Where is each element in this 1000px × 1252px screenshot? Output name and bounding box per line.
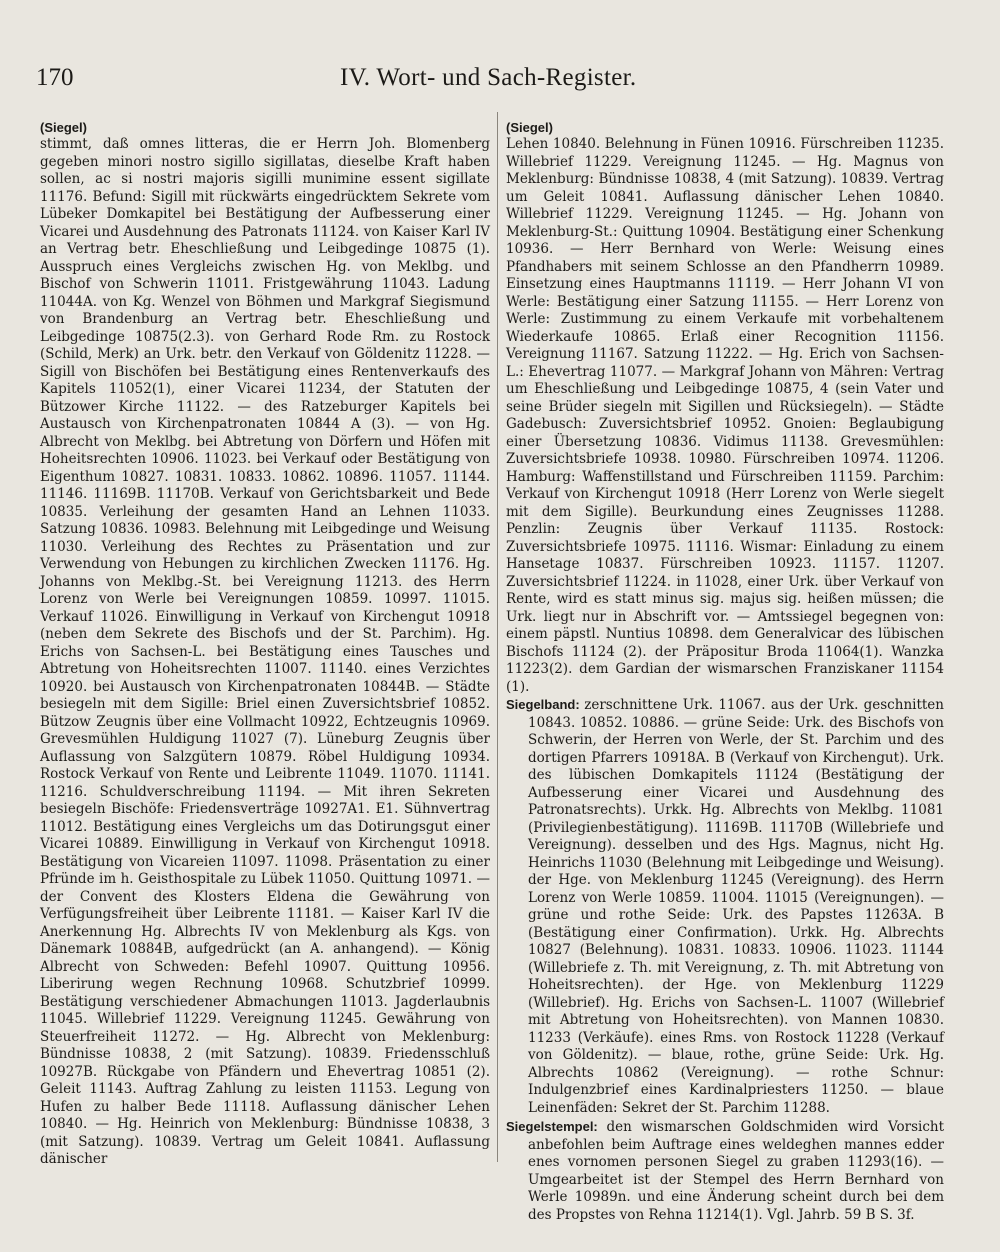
index-entry-siegelstempel <box>506 1118 944 1224</box>
entry-text: Lehen 10840. Belehnung in Fünen 10916. Fürschreiben 11235. Willebrief 11229. Vereignung 11245. — Hg. Magnus von Meklenburg: Bündnisse 10838, 4 (mit Satzung). 10839. Vertrag um Geleit 10841. Auflassung dänischer Lehen 10840. Willebrief 11229. Vereignung 11245. — Hg. Johann von Meklenburg-St.: Quittung 10904. Bestätigung einer Schenkung 10936. — Herr Bernhard von Werle: Weisung eines Pfandhabers mit seinem Schlosse an den Pfandherrn 10989. Einsetzung eines Hauptmanns 11119. — Herr Johann VI von Werle: Bestätigung einer Satzung 11155. — Herr Lorenz von Werle: Zustimmung zu einem Verkaufe mit vorbehaltenem Wiederkaufe 10865. Erlaß einer Recognition 11156. Vereignung 11167. Satzung 11222. — Hg. Erich von Sachsen-L.: Ehevertrag 11077. — Markgraf Johann von Mähren: Vertrag um Eheschließung und Leibgedinge 10875, 4 (sein Vater und seine Brüder siegeln mit Sigillen und Rücksiegeln). — Städte Gadebusch: Zuversichtsbrief 10952. Gnoien: Beglaubigung einer Übersetzung 10836. Vidimus 11138. Grevesmühlen: Zuversichtsbriefe 10938. 10980. Fürschreiben 10974. 11206. Hamburg: Waffenstillstand und Fürschreiben 11159. Parchim: Verkauf von Kirchengut 10918 (Herr Lorenz von Werle siegelt mit dem Sigille). Beurkundung eines Zeugnisses 11288. Penzlin: Zeugnis über Verkauf 11135. Rostock: Zuversichtsbriefe 10975. 11116. Wismar: Einladung zu einem Hansetage 10837. Fürschreiben 10923. 11157. 11207. Zuversichtsbrief 11224. in 11028, einer Urk. über Verkauf von Rente, wird es statt minus sig. majus sig. heißen müssen; die Urk. liegt nur in Abschrift vor. — Amtssiegel begegnen von: einem päpstl. Nuntius 10898. dem Generalvicar des lübischen Bischofs 11124 (2). der Präpositur Broda 11064(1). Wanzka 11223(2). dem Gardian der wismarschen Franziskaner 11154 (1). <box>506 136 944 695</box>
entry-text: stimmt, daß omnes litteras, die er Herrn Joh. Blomenberg gegeben minori nostro sigillo sigillatas, dieselbe Kraft haben sollen, ac si nostri majoris sigilli munimine essent sigillate 11176. Befund: Sigill mit rückwärts eingedrücktem Sekrete vom Lübeker Domkapitel bei Bestätigung der Aufbesserung einer Vicarei und Ausdehnung des Patronats 11124. von Kaiser Karl IV an Vertrag betr. Eheschließung und Leibgedinge 10875 (1). Ausspruch eines Vergleichs zwischen Hg. von Meklbg. und Bischof von Schwerin 11011. Fristgewährung 11043. Ladung 11044A. von Kg. Wenzel von Böhmen und Markgraf Siegismund von Brandenburg an Vertrag betr. Eheschließung und Leibgedinge 10875(2.3). von Gerhard Rode Rm. zu Rostock (Schild, Merk) an Urk. betr. den Verkauf von Göldenitz 11228. — Sigill von Bischöfen bei Bestätigung eines Rentenverkaufs des Kapitels 11052(1), einer Vicarei 11234, der Statuten der Bützower Kirche 11122. — des Ratzeburger Kapitels bei Austausch von Kirchenpatronaten 10844 A (3). — von Hg. Albrecht von Meklbg. bei Abtretung von Dörfern und Höfen mit Hoheitsrechten 10906. 11023. bei Verkauf oder Bestätigung von Eigenthum 10827. 10831. 10833. 10862. 10896. 11057. 11144. 11146. 11169B. 11170B. Verkauf von Gerichtsbarkeit und Bede 10835. Verleihung der gesamten Hand an Lehnen 11033. Satzung 10836. 10983. Belehnung mit Leibgedinge und Weisung 11030. Verleihung des Rechtes zu Präsentation und zur Verwendung von Hebungen zu kirchlichen Zwecken 11176. Hg. Johanns von Meklbg.-St. bei Vereignung 11213. des Herrn Lorenz von Werle bei Vereignungen 10859. 10997. 11015. Verkauf 11026. Einwilligung in Verkauf von Kirchengut 10918 (neben dem Sekrete des Bischofs und der St. Parchim). Hg. Erichs von Sachsen-L. bei Bestätigung eines Tausches und Abtretung von Hoheitsrechten 11007. 11140. eines Verzichtes 10920. bei Austausch von Kirchenpatronaten 10844B. — Städte besiegeln mit dem Sigille: Briel einen Zuversichtsbrief 10852. Bützow Zeugnis über eine Vollmacht 10922, Echtzeugnis 10969. Grevesmühlen Huldigung 11027 (7). Lüneburg Zeugnis über Auflassung von Salzgütern 10879. Röbel Huldigung 10934. Rostock Verkauf von Rente und Leibrente 11049. 11070. 11141. 11216. Schuldverschreibung 11194. — Mit ihren Sekreten besiegeln Bischöfe: Friedensverträge 10927A1. E1. Sühnvertrag 11012. Bestätigung eines Vergleichs um das Dotirungsgut einer Vicarei 10889. Einwilligung in Verkauf von Kirchengut 10918. Bestätigung von Vicareien 11097. 11098. Präsentation zu einer Pfründe im h. Geisthospitale zu Lübek 11050. Quittung 10971. — der Convent des Klosters Eldena die Gewährung von Verfügungsfreiheit über Leibrente 11181. — Kaiser Karl IV die Anerkennung Hg. Albrechts IV von Meklenburg als Kgs. von Dänemark 10884B, aufgedrückt (an A. anhangend). — König Albrecht von Schweden: Befehl 10907. Quittung 10956. Liberirung wegen Rechnung 10968. Schutzbrief 10999. Bestätigung verschiedener Abmachungen 11013. Jagderlaubnis 11045. Willebrief 11229. Vereignung 11245. Gewährung von Steuerfreiheit 11272. — Hg. Albrecht von Meklenburg: Bündnisse 10838, 2 (mit Satzung). 10839. Friedensschluß 10927B. Rückgabe von Pfändern und Ehevertrag 10851 (2). Geleit 11143. Auftrag Zahlung zu leisten 11153. Legung von Hufen zu halber Bede 11118. Auflassung dänischer Lehen 10840. — Hg. Heinrich von Meklenburg: Bündnisse 10838, 3 (mit Satzung). 10839. Vertrag um Geleit 10841. Auflassung dänischer <box>40 136 490 1167</box>
left-column <box>40 120 490 1167</box>
index-entry-siegelband <box>506 696 944 1117</box>
page-number: 170 <box>36 64 74 91</box>
entry-text: zerschnittene Urk. 11067. aus der Urk. geschnitten 10843. 10852. 10886. — grüne Seide: Urk. des Bischofs von Schwerin, der Herren von Werle, der St. Parchim und des dortigen Pfarrers 10918A. B (Verkauf von Kirchengut). Urk. des lübischen Domkapitels 11124 (Bestätigung der Aufbesserung einer Vicarei und Ausdehnung des Patronatsrechts). Urkk. Hg. Albrechts von Meklbg. 11081 (Privilegienbestätigung). 11169B. 11170B (Willebriefe und Vereignung). desselben und des Hgs. Magnus, nicht Hg. Heinrichs 11030 (Belehnung mit Leibgedinge und Weisung). der Hge. von Meklenburg 11245 (Vereignung). des Herrn Lorenz von Werle 10859. 11004. 11015 (Vereignungen). — grüne und rothe Seide: Urk. des Papstes 11263A. B (Bestätigung einer Confirmation). Urkk. Hg. Albrechts 10827 (Belehnung). 10831. 10833. 10906. 11023. 11144 (Willebriefe z. Th. mit Vereignung, z. Th. mit Abtretung von Hoheitsrechten). der Hge. von Meklenburg 11229 (Willebrief). Hg. Erichs von Sachsen-L. 11007 (Willebrief mit Abtretung von Hoheitsrechten). von Mannen 10830. 11233 (Verkäufe). eines Rms. von Rostock 11228 (Verkauf von Göldenitz). — blaue, rothe, grüne Seide: Urk. Hg. Albrechts 10862 (Vereignung). — rothe Schnur: Indulgenzbrief eines Kardinalpriesters 11250. — blaue Leinenfäden: Sekret der St. Parchim 11288. <box>528 697 944 1116</box>
right-column <box>506 120 944 1223</box>
continuation-heading: (Siegel) <box>506 120 553 135</box>
continuation-heading: (Siegel) <box>40 120 87 135</box>
entry-text: den wismarschen Goldschmiden wird Vorsicht anbefohlen beim Auftrage eines weldeghen mannes edder enes vornomen personen Siegel zu graben 11293(16). — Umgearbeitet ist der Stempel des Herrn Bernhard von Werle 10989n. und eine Änderung scheint durch bei dem des Propstes von Rehna 11214(1). Vgl. Jahrb. 59 B S. 3f. <box>528 1119 944 1223</box>
running-head: IV. Wort- und Sach-Register. <box>340 64 637 91</box>
entry-heading: Siegelband: <box>506 697 585 712</box>
column-divider <box>497 112 498 1162</box>
entry-heading: Siegelstempel: <box>506 1119 607 1134</box>
